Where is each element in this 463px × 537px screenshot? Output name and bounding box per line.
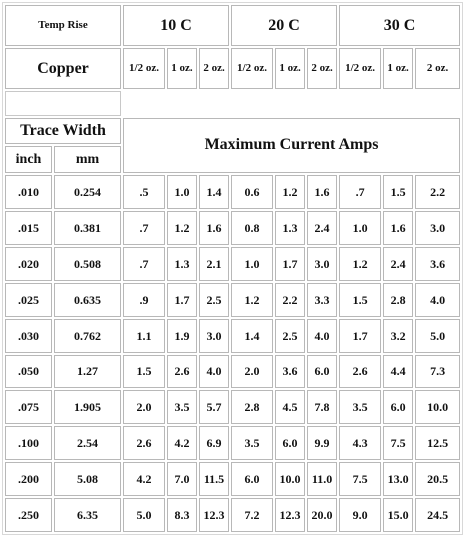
thickness-label: 1 oz. xyxy=(275,48,305,89)
temp-group-30c: 30 C xyxy=(339,5,460,46)
current-value: 2.0 xyxy=(231,355,273,389)
trace-width-inch: .100 xyxy=(5,426,52,460)
current-value: 3.0 xyxy=(307,247,337,281)
current-value: 2.8 xyxy=(231,390,273,424)
table-row xyxy=(5,283,460,317)
current-value: 2.1 xyxy=(199,247,229,281)
trace-width-mm: 6.35 xyxy=(54,498,121,532)
current-value: 4.0 xyxy=(199,355,229,389)
trace-width-inch: .015 xyxy=(5,211,52,245)
current-value: 2.6 xyxy=(123,426,165,460)
current-value: 3.5 xyxy=(167,390,197,424)
current-value: 6.9 xyxy=(199,426,229,460)
current-value: .7 xyxy=(339,175,381,209)
current-value: 15.0 xyxy=(383,498,413,532)
current-value: 4.4 xyxy=(383,355,413,389)
current-value: 1.2 xyxy=(339,247,381,281)
trace-width-mm: 1.905 xyxy=(54,390,121,424)
current-value: 1.7 xyxy=(275,247,305,281)
table-row xyxy=(5,319,460,353)
current-value: 7.2 xyxy=(231,498,273,532)
trace-width-inch: .050 xyxy=(5,355,52,389)
table-row xyxy=(5,247,460,281)
blank-span xyxy=(123,91,460,116)
current-value: 6.0 xyxy=(231,462,273,496)
current-value: .9 xyxy=(123,283,165,317)
current-value: 2.2 xyxy=(415,175,460,209)
current-value: 4.3 xyxy=(339,426,381,460)
thickness-label: 1 oz. xyxy=(167,48,197,89)
table-row xyxy=(5,462,460,496)
current-value: 4.0 xyxy=(307,319,337,353)
copper-label: Copper xyxy=(5,48,121,89)
current-value: 1.2 xyxy=(275,175,305,209)
current-value: 12.3 xyxy=(199,498,229,532)
current-value: 3.6 xyxy=(275,355,305,389)
thickness-label: 2 oz. xyxy=(307,48,337,89)
trace-width-mm: 0.762 xyxy=(54,319,121,353)
current-value: 1.6 xyxy=(307,175,337,209)
current-value: 2.5 xyxy=(275,319,305,353)
current-value: 5.0 xyxy=(123,498,165,532)
thickness-label: 1/2 oz. xyxy=(123,48,165,89)
trace-width-inch: .200 xyxy=(5,462,52,496)
trace-width-inch: .030 xyxy=(5,319,52,353)
current-value: 1.5 xyxy=(123,355,165,389)
current-capacity-table xyxy=(2,2,463,535)
current-value: 8.3 xyxy=(167,498,197,532)
current-value: .5 xyxy=(123,175,165,209)
trace-width-mm: 1.27 xyxy=(54,355,121,389)
trace-width-inch: .250 xyxy=(5,498,52,532)
current-value: 0.6 xyxy=(231,175,273,209)
spacer-row xyxy=(5,91,460,116)
current-value: 2.4 xyxy=(307,211,337,245)
current-value: 5.7 xyxy=(199,390,229,424)
thickness-label: 2 oz. xyxy=(199,48,229,89)
current-value: 6.0 xyxy=(275,426,305,460)
current-value: 7.3 xyxy=(415,355,460,389)
current-value: .7 xyxy=(123,211,165,245)
current-value: 3.0 xyxy=(415,211,460,245)
trace-width-mm: 2.54 xyxy=(54,426,121,460)
trace-width-mm: 0.635 xyxy=(54,283,121,317)
current-value: 1.6 xyxy=(199,211,229,245)
current-value: 9.9 xyxy=(307,426,337,460)
current-value: 1.0 xyxy=(231,247,273,281)
current-value: 11.0 xyxy=(307,462,337,496)
temp-group-10c: 10 C xyxy=(123,5,229,46)
trace-width-mm: 0.508 xyxy=(54,247,121,281)
current-value: 1.0 xyxy=(167,175,197,209)
trace-width-inch: .025 xyxy=(5,283,52,317)
current-value: 3.5 xyxy=(231,426,273,460)
table-row xyxy=(5,355,460,389)
current-value: 1.6 xyxy=(383,211,413,245)
table-row xyxy=(5,211,460,245)
current-value: 3.3 xyxy=(307,283,337,317)
current-value: 3.6 xyxy=(415,247,460,281)
current-value: 3.2 xyxy=(383,319,413,353)
current-value: 1.5 xyxy=(339,283,381,317)
current-value: 2.6 xyxy=(339,355,381,389)
current-value: 10.0 xyxy=(275,462,305,496)
current-value: 13.0 xyxy=(383,462,413,496)
blank-cell xyxy=(5,91,121,116)
current-value: 6.0 xyxy=(383,390,413,424)
inch-label: inch xyxy=(5,146,52,173)
current-value: 5.0 xyxy=(415,319,460,353)
current-value: 1.2 xyxy=(231,283,273,317)
current-value: 9.0 xyxy=(339,498,381,532)
temp-rise-label: Temp Rise xyxy=(5,5,121,46)
current-value: 6.0 xyxy=(307,355,337,389)
header-row-trace-width xyxy=(5,118,460,145)
table-row xyxy=(5,390,460,424)
trace-width-label: Trace Width xyxy=(5,118,121,145)
current-value: 4.2 xyxy=(123,462,165,496)
current-value: 3.5 xyxy=(339,390,381,424)
current-value: 1.1 xyxy=(123,319,165,353)
max-current-label: Maximum Current Amps xyxy=(123,118,460,173)
trace-width-mm: 0.254 xyxy=(54,175,121,209)
temp-group-20c: 20 C xyxy=(231,5,337,46)
thickness-label: 1 oz. xyxy=(383,48,413,89)
current-value: 1.7 xyxy=(167,283,197,317)
current-value: 2.6 xyxy=(167,355,197,389)
header-row-temp xyxy=(5,5,460,46)
current-value: 7.8 xyxy=(307,390,337,424)
current-value: 20.0 xyxy=(307,498,337,532)
current-value: 7.5 xyxy=(339,462,381,496)
trace-width-mm: 5.08 xyxy=(54,462,121,496)
current-value: 1.4 xyxy=(199,175,229,209)
current-value: 11.5 xyxy=(199,462,229,496)
current-value: 20.5 xyxy=(415,462,460,496)
current-value: 1.3 xyxy=(275,211,305,245)
current-value: 1.5 xyxy=(383,175,413,209)
current-value: 2.2 xyxy=(275,283,305,317)
current-value: 2.0 xyxy=(123,390,165,424)
current-value: 1.0 xyxy=(339,211,381,245)
current-value: 4.5 xyxy=(275,390,305,424)
table-row xyxy=(5,175,460,209)
mm-label: mm xyxy=(54,146,121,173)
current-value: 3.0 xyxy=(199,319,229,353)
current-value: .7 xyxy=(123,247,165,281)
current-value: 10.0 xyxy=(415,390,460,424)
thickness-label: 1/2 oz. xyxy=(339,48,381,89)
current-value: 12.3 xyxy=(275,498,305,532)
thickness-label: 1/2 oz. xyxy=(231,48,273,89)
current-value: 1.9 xyxy=(167,319,197,353)
current-value: 12.5 xyxy=(415,426,460,460)
current-value: 2.8 xyxy=(383,283,413,317)
trace-width-inch: .020 xyxy=(5,247,52,281)
thickness-label: 2 oz. xyxy=(415,48,460,89)
current-value: 7.5 xyxy=(383,426,413,460)
current-value: 1.3 xyxy=(167,247,197,281)
current-value: 1.2 xyxy=(167,211,197,245)
current-value: 4.0 xyxy=(415,283,460,317)
header-row-copper xyxy=(5,48,460,89)
current-value: 1.4 xyxy=(231,319,273,353)
current-value: 1.7 xyxy=(339,319,381,353)
current-value: 4.2 xyxy=(167,426,197,460)
current-value: 2.5 xyxy=(199,283,229,317)
current-value: 2.4 xyxy=(383,247,413,281)
current-value: 0.8 xyxy=(231,211,273,245)
trace-width-mm: 0.381 xyxy=(54,211,121,245)
trace-width-inch: .075 xyxy=(5,390,52,424)
current-value: 24.5 xyxy=(415,498,460,532)
table-row xyxy=(5,426,460,460)
current-value: 7.0 xyxy=(167,462,197,496)
table-row xyxy=(5,498,460,532)
trace-width-inch: .010 xyxy=(5,175,52,209)
